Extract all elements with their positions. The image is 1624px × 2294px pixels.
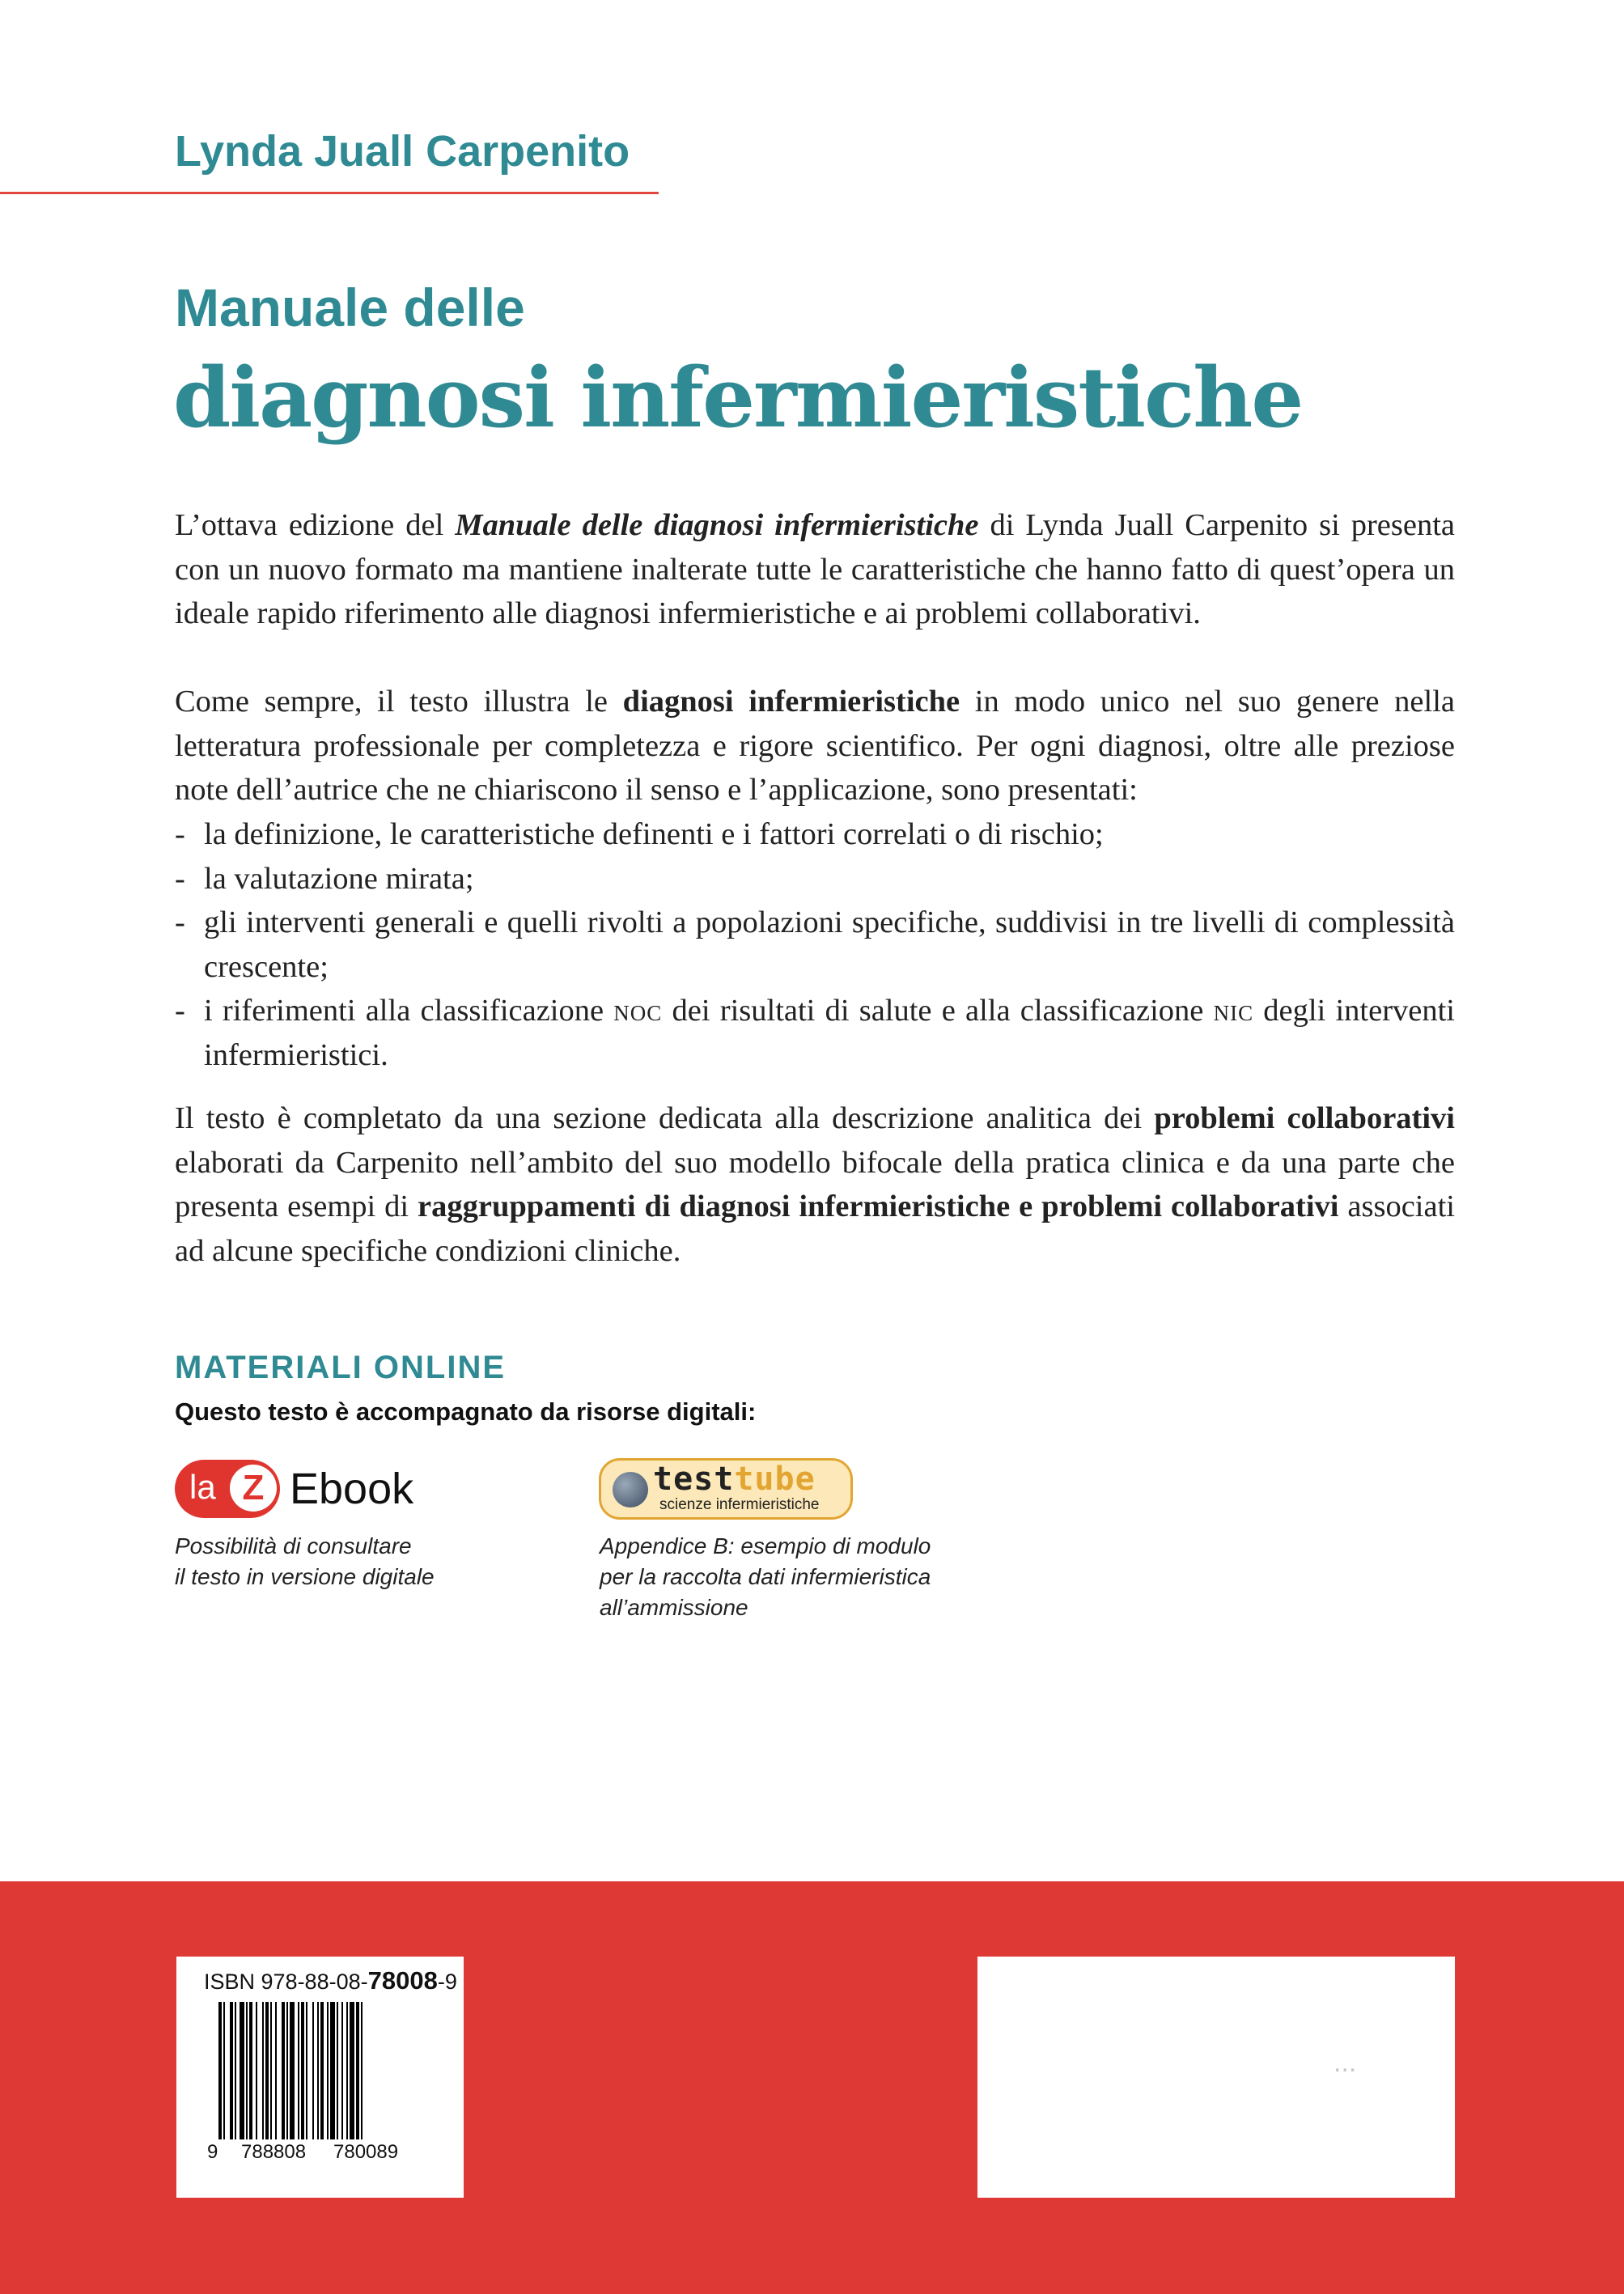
barcode-digits-right: 780089 xyxy=(333,2141,399,2163)
feature-list xyxy=(175,812,1455,1077)
isbn-box xyxy=(176,1957,464,2198)
barcode-bar xyxy=(320,2002,324,2139)
intro-paragraph-2: Come sempre, il testo illustra le diagnosi infermieristiche in modo unico nel suo genere nella letteratura professionale per completezza e rigore scientifico. Per ogni diagnosi, oltre alle preziose note dell’autrice che ne chiariscono il senso e l’applicazione, sono presentati: xyxy=(175,685,1455,807)
barcode-bar xyxy=(306,2002,307,2139)
title-line-2: diagnosi infermieristiche xyxy=(173,350,1303,447)
barcode-bar xyxy=(230,2002,233,2139)
barcode-bar xyxy=(301,2002,304,2139)
barcode-bar xyxy=(341,2002,343,2139)
barcode-bar xyxy=(218,2002,222,2139)
barcode-bar xyxy=(330,2002,335,2139)
barcode-bar xyxy=(298,2002,299,2139)
author-divider xyxy=(0,192,659,194)
barcode-bar xyxy=(256,2002,257,2139)
ebook-caption: Possibilità di consultare il testo in versione digitale xyxy=(175,1533,435,1589)
bold-diagnosi: diagnosi infermieristiche xyxy=(622,685,960,719)
barcode-bar xyxy=(282,2002,285,2139)
price-text: ... xyxy=(1334,2047,1357,2078)
barcode-bar xyxy=(361,2002,363,2139)
list-item: - la valutazione mirata; xyxy=(175,861,474,896)
laz-pill-icon: la Z xyxy=(175,1460,280,1518)
barcode-bar xyxy=(356,2002,359,2139)
list-item: - i riferimenti alla classificazione noc dei risultati di salute e alla classificazione nic degli interventi infermieristici. xyxy=(175,994,1455,1072)
globe-icon xyxy=(613,1472,648,1507)
barcode-bar xyxy=(246,2002,248,2139)
barcode-bar xyxy=(249,2002,252,2139)
barcode-bar xyxy=(286,2002,288,2139)
barcode-bar xyxy=(262,2002,264,2139)
intro-paragraph-1: L’ottava edizione del Manuale delle diagnosi infermieristiche di Lynda Juall Carpenito si presenta con un nuovo formato ma mantiene inalterate tutte le caratteristiche che hanno fatto di quest’opera un ideale rapido riferimento alle diagnosi infermieristiche e ai problemi collaborativi. xyxy=(175,508,1455,630)
barcode-icon xyxy=(218,2002,421,2139)
materials-title: MATERIALI ONLINE xyxy=(175,1350,507,1385)
testtube-logo: testtube scienze infermieristiche xyxy=(599,1458,853,1520)
barcode-bar xyxy=(270,2002,272,2139)
barcode-digit-first: 9 xyxy=(207,2141,218,2163)
list-item: - gli interventi generali e quelli rivolti a popolazioni specifiche, suddivisi in tre livelli di complessità crescente; xyxy=(175,905,1455,984)
isbn-text: ISBN 978-88-08-78008-9 xyxy=(204,1966,457,1995)
barcode-bar xyxy=(317,2002,319,2139)
barcode-bar xyxy=(265,2002,269,2139)
list-item: - la definizione, le caratteristiche definenti e i fattori correlati o di rischio; xyxy=(175,817,1104,851)
price-box xyxy=(977,1957,1455,2198)
barcode-bar xyxy=(235,2002,236,2139)
author-name: Lynda Juall Carpenito xyxy=(175,127,630,176)
barcode-bar xyxy=(346,2002,348,2139)
barcode-bar xyxy=(290,2002,295,2139)
barcode-bar xyxy=(223,2002,225,2139)
barcode-bar xyxy=(337,2002,338,2139)
barcode-digits-left: 788808 xyxy=(241,2141,307,2163)
noc-label: noc xyxy=(613,994,663,1028)
book-title-italic: Manuale delle diagnosi infermieristiche xyxy=(455,508,979,542)
closing-paragraph: Il testo è completato da una sezione dedicata alla descrizione analitica dei problemi collaborativi elaborati da Carpenito nell’ambito del suo modello bifocale della pratica clinica e da una parte che presenta esempi di raggruppamenti di diagnosi infermieristiche e problemi collaborativi associati ad alcune specifiche condizioni cliniche. xyxy=(175,1101,1455,1268)
laz-ebook-logo: la Z Ebook xyxy=(175,1460,413,1518)
materials-subtitle: Questo testo è accompagnato da risorse digitali: xyxy=(175,1397,757,1426)
testtube-caption: Appendice B: esempio di modulo per la raccolta dati infermieristica all’ammissione xyxy=(600,1533,931,1620)
barcode-bar xyxy=(275,2002,277,2139)
barcode-bar xyxy=(350,2002,354,2139)
barcode-bar xyxy=(312,2002,314,2139)
barcode-bar xyxy=(327,2002,329,2139)
barcode-bar xyxy=(240,2002,244,2139)
title-line-1: Manuale delle xyxy=(175,278,525,337)
nic-label: nic xyxy=(1213,994,1254,1028)
